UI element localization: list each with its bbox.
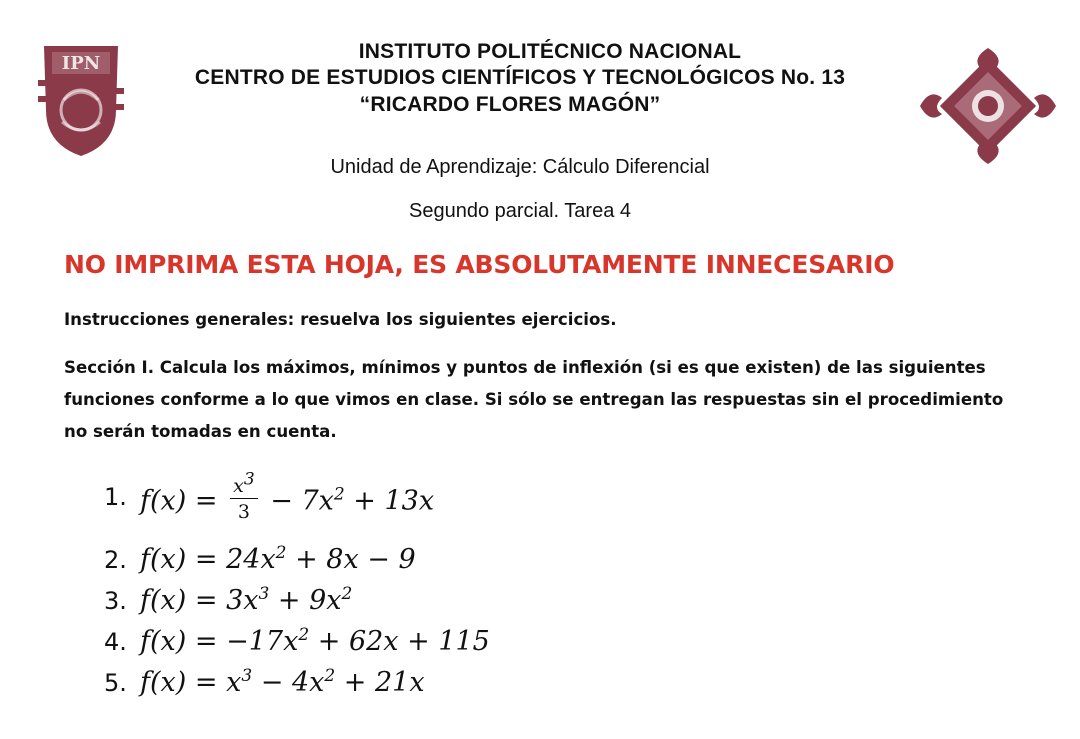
general-instructions: Instrucciones generales: resuelva los siguientes ejercicios. <box>64 310 617 329</box>
exercise-number: 2. <box>104 546 127 574</box>
exercise-number: 4. <box>104 628 127 656</box>
exercise-formula: $f(x) = -17x^2 + 62x + 115$ <box>140 625 490 657</box>
exercise-formula: f(x) = $\frac{x^3}{3}$ − $7x^2 + 13x$ <box>140 469 435 523</box>
institute-name: INSTITUTO POLITÉCNICO NACIONAL <box>358 40 742 63</box>
warning-banner: NO IMPRIMA ESTA HOJA, ES ABSOLUTAMENTE INNECESARIO <box>64 250 895 279</box>
exercise-formula: $f(x) = x^3 - 4x^2 + 21x$ <box>140 666 425 698</box>
school-name: “RICARDO FLORES MAGÓN” <box>359 93 661 116</box>
exercise-number: 1. <box>104 483 127 511</box>
exercise-formula: $f(x) = 24x^2 + 8x - 9$ <box>140 543 416 575</box>
exercise-number: 3. <box>104 587 127 615</box>
center-name: CENTRO DE ESTUDIOS CIENTÍFICOS Y TECNOLÓGICOS No. 13 <box>194 66 846 89</box>
assignment-title: Segundo parcial. Tarea 4 <box>408 200 631 222</box>
section-instructions: Sección I. Calcula los máximos, mínimos y puntos de inflexión (si es que existen) de las siguientes funciones conforme a lo que vimos en clase. Si sólo se entregan las respuestas sin el procedimiento no serán tomadas en cuenta. <box>64 358 1004 441</box>
course-title: Unidad de Aprendizaje: Cálculo Diferencial <box>330 156 710 178</box>
exercise-formula: $f(x) = 3x^3 + 9x^2$ <box>140 584 353 616</box>
svg-text:IPN: IPN <box>61 53 101 74</box>
exercise-number: 5. <box>104 669 127 697</box>
